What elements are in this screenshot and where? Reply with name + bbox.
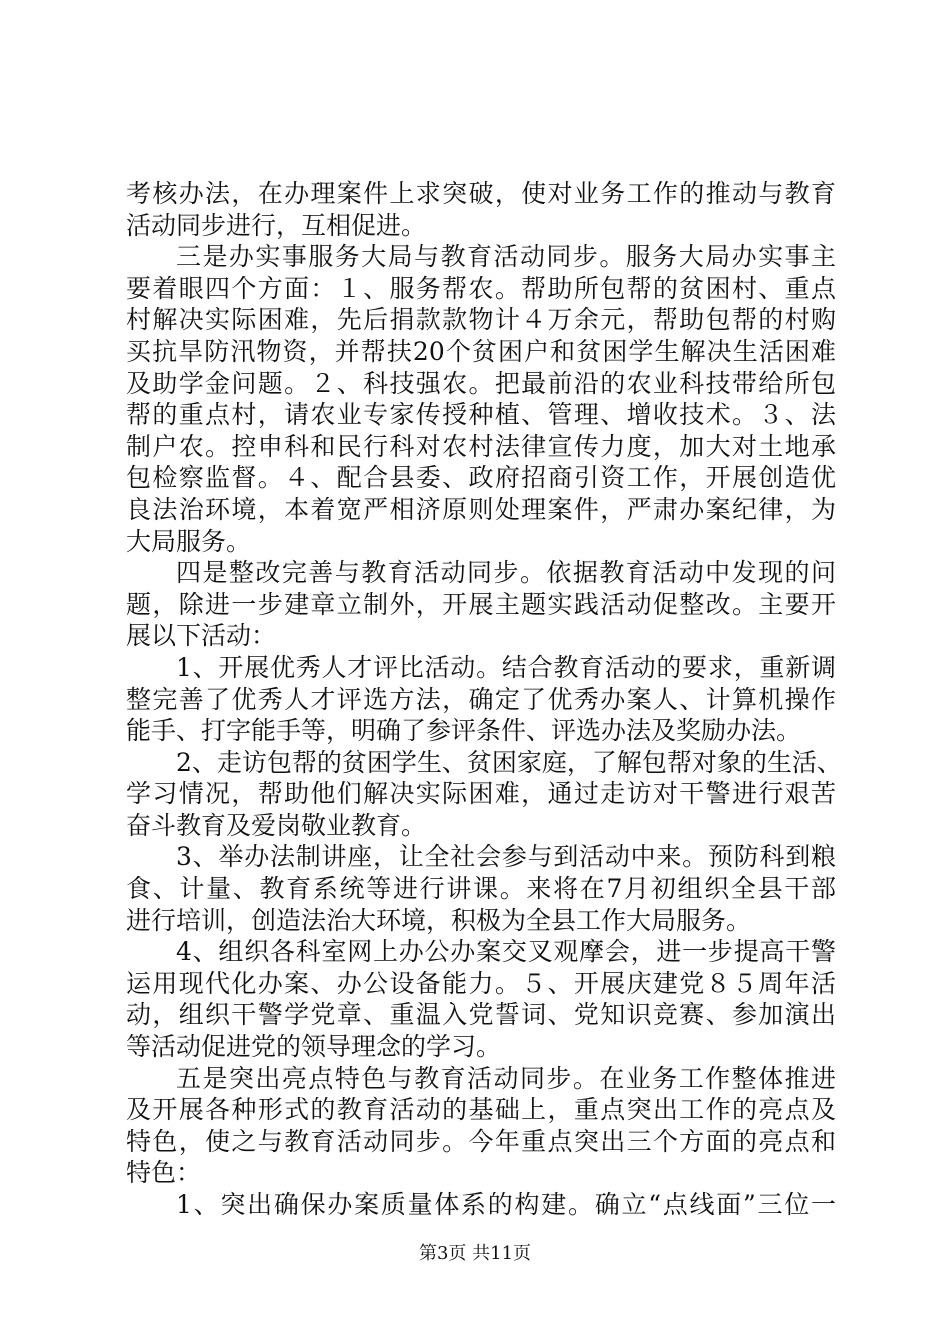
text-line: 要着眼四个方面：１、服务帮农。帮助所包帮的贫困村、重点 xyxy=(126,273,836,303)
text-line: 四是整改完善与教育活动同步。依据教育活动中发现的问 xyxy=(176,558,836,588)
text-line: 2、走访包帮的贫困学生、贫困家庭，了解包帮对象的生活、 xyxy=(176,747,842,777)
text-line: 等活动促进党的领导理念的学习。 xyxy=(126,1032,502,1062)
text-line: 特色，使之与教育活动同步。今年重点突出三个方面的亮点和 xyxy=(126,1126,836,1156)
text-line: 大局服务。 xyxy=(126,526,252,556)
text-line: 三是办实事服务大局与教育活动同步。服务大局办实事主 xyxy=(176,242,836,272)
text-line: 帮的重点村，请农业专家传授种植、管理、增收技术。３、法 xyxy=(126,400,836,430)
text-line: 食、计量、教育系统等进行讲课。来将在7月初组织全县干部 xyxy=(126,874,836,904)
text-line: 学习情况，帮助他们解决实际困难，通过走访对干警进行艰苦 xyxy=(126,779,836,809)
text-line: 五是突出亮点特色与教育活动同步。在业务工作整体推进 xyxy=(176,1063,836,1093)
document-body xyxy=(126,178,842,1221)
text-line: 1、开展优秀人才评比活动。结合教育活动的要求，重新调 xyxy=(176,652,836,682)
text-line: 及助学金问题。２、科技强农。把最前沿的农业科技带给所包 xyxy=(126,368,836,398)
text-line: 运用现代化办案、办公设备能力。５、开展庆建党８５周年活 xyxy=(126,968,836,998)
text-line: 奋斗教育及爱岗敬业教育。 xyxy=(126,810,427,840)
text-line: 能手、打字能手等，明确了参评条件、评选办法及奖励办法。 xyxy=(126,716,802,746)
text-line: 4、组织各科室网上办公办案交叉观摩会，进一步提高干警 xyxy=(176,937,836,967)
text-line: 动，组织干警学党章、重温入党誓词、党知识竞赛、参加演出 xyxy=(126,1000,836,1030)
text-line: 包检察监督。４、配合县委、政府招商引资工作，开展创造优 xyxy=(126,463,836,493)
text-line: 买抗旱防汛物资，并帮扶20个贫困户和贫困学生解决生活困难 xyxy=(126,336,836,366)
text-line: 特色： xyxy=(126,1158,202,1188)
text-line: 村解决实际困难，先后捐款款物计４万余元，帮助包帮的村购 xyxy=(126,305,836,335)
text-line: 考核办法，在办理案件上求突破，使对业务工作的推动与教育 xyxy=(126,179,836,208)
text-line: 进行培训，创造法治大环境，积极为全县工作大局服务。 xyxy=(126,905,752,935)
text-line: 1、突出确保办案质量体系的构建。确立“点线面”三位一 xyxy=(176,1190,836,1219)
text-line: 展以下活动： xyxy=(126,621,277,651)
text-line: 活动同步进行，互相促进。 xyxy=(126,210,427,240)
text-line: 制户农。控申科和民行科对农村法律宣传力度，加大对土地承 xyxy=(126,431,836,461)
text-line: 3、举办法制讲座，让全社会参与到活动中来。预防科到粮 xyxy=(176,842,836,872)
text-line: 题，除进一步建章立制外，开展主题实践活动促整改。主要开 xyxy=(126,589,836,619)
text-line: 良法治环境，本着宽严相济原则处理案件，严肃办案纪律，为 xyxy=(126,494,836,524)
text-line: 及开展各种形式的教育活动的基础上，重点突出工作的亮点及 xyxy=(126,1095,836,1125)
page-footer: 第3页 共11页 xyxy=(418,1243,532,1264)
text-line: 整完善了优秀人才评选方法，确定了优秀办案人、计算机操作 xyxy=(126,684,836,714)
